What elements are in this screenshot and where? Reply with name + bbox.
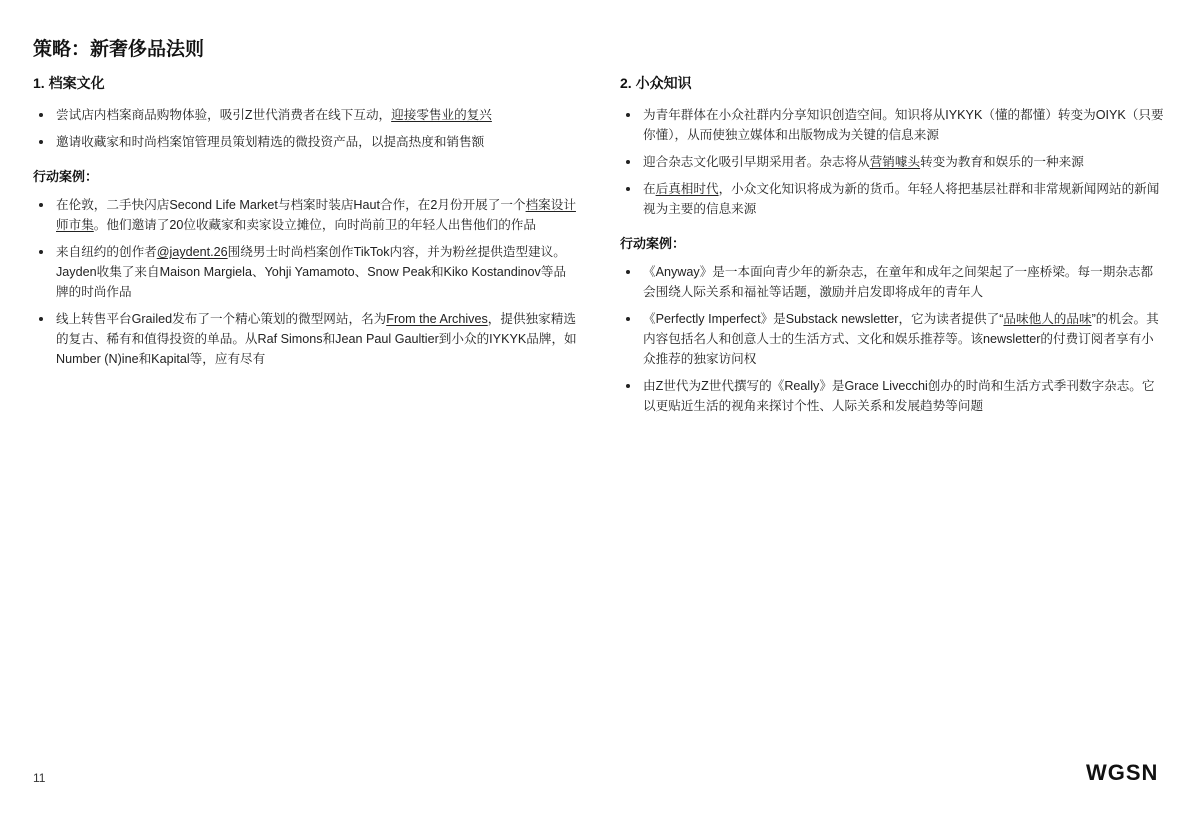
underlined-term: 品味他人的品味 xyxy=(1003,312,1092,326)
page-number: 11 xyxy=(33,771,46,785)
list-item: 在后真相时代，小众文化知识将成为新的货币。年轻人将把基层社群和非常规新闻网站的新闻视为主要的信息来源 xyxy=(620,179,1165,219)
underlined-term: 营销噱头 xyxy=(869,155,921,169)
strategy-list xyxy=(620,105,1165,219)
list-item: 线上转售平台Grailed发布了一个精心策划的微型网站，名为From the Archives，提供独家精选的复古、稀有和值得投资的单品。从Raf Simons和Jean Paul Gaultier到小众的IYKYK品牌，如Number (N)ine和Kapital等，应有尽有 xyxy=(33,309,578,369)
section-niche-knowledge xyxy=(620,73,1165,423)
underlined-link[interactable]: From the Archives xyxy=(386,312,488,326)
strategy-list xyxy=(33,105,578,152)
action-cases-heading: 行动案例： xyxy=(33,169,99,184)
list-item: 《Perfectly Imperfect》是Substack newsletter，它为读者提供了“品味他人的品味”的机会。其内容包括名人和创意人士的生活方式、文化和娱乐推荐等。该newsletter的付费订阅者享有小众推荐的独家访问权 xyxy=(620,309,1165,369)
list-item: 邀请收藏家和时尚档案馆管理员策划精选的微投资产品，以提高热度和销售额 xyxy=(33,132,578,152)
underlined-term: 迎接零售业的复兴 xyxy=(391,108,492,122)
action-cases-list xyxy=(620,262,1165,416)
section-heading: 1. 档案文化 xyxy=(33,75,105,91)
section-heading: 2. 小众知识 xyxy=(620,75,692,91)
underlined-link[interactable]: 档案设计师市集 xyxy=(56,198,576,232)
list-item: 迎合杂志文化吸引早期采用者。杂志将从营销噱头转变为教育和娱乐的一种来源 xyxy=(620,152,1165,172)
wgsn-logo: WGSN xyxy=(1086,760,1159,785)
page-title: 策略：新奢侈品法则 xyxy=(33,39,205,60)
list-item: 《Anyway》是一本面向青少年的新杂志，在童年和成年之间架起了一座桥梁。每一期杂志都会围绕人际关系和福祉等话题，激励并启发即将成年的青年人 xyxy=(620,262,1165,302)
list-item: 为青年群体在小众社群内分享知识创造空间。知识将从IYKYK（懂的都懂）转变为OIYK（只要你懂），从而使独立媒体和出版物成为关键的信息来源 xyxy=(620,105,1165,145)
action-cases-list xyxy=(33,195,578,369)
list-item: 尝试店内档案商品购物体验，吸引Z世代消费者在线下互动，迎接零售业的复兴 xyxy=(33,105,578,125)
list-item: 在伦敦，二手快闪店Second Life Market与档案时装店Haut合作，在2月份开展了一个档案设计师市集。他们邀请了20位收藏家和卖家设立摊位，向时尚前卫的年轻人出售他们的作品 xyxy=(33,195,578,235)
list-item: 由Z世代为Z世代撰写的《Really》是Grace Livecchi创办的时尚和生活方式季刊数字杂志。它以更贴近生活的视角来探讨个性、人际关系和发展趋势等问题 xyxy=(620,376,1165,416)
underlined-term: 后真相时代 xyxy=(655,182,719,196)
list-item: 来自纽约的创作者@jaydent.26围绕男士时尚档案创作TikTok内容，并为粉丝提供造型建议。 Jayden收集了来自Maison Margiela、Yohji Yamamoto、Snow Peak和Kiko Kostandinov等品牌的时尚作品 xyxy=(33,242,578,302)
section-archive-culture xyxy=(33,73,578,376)
action-cases-heading: 行动案例： xyxy=(620,236,686,251)
underlined-link[interactable]: @jaydent.26 xyxy=(156,245,228,259)
